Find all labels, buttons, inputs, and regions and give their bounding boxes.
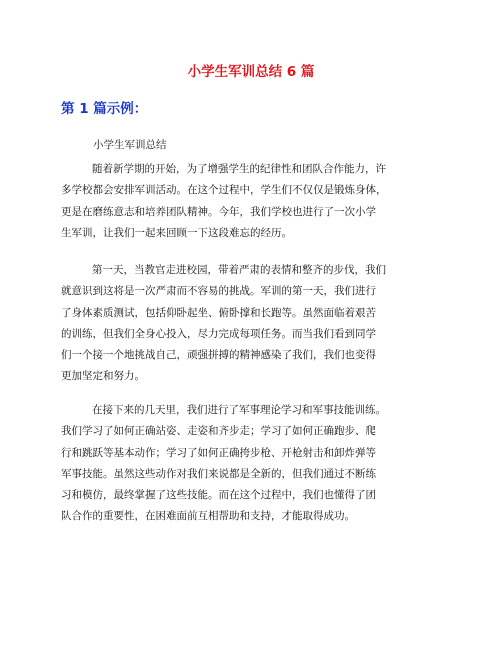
- paragraph-line: 了身体素质测试，包括仰卧起坐、俯卧撑和长跑等。虽然面临着艰苦: [61, 306, 376, 319]
- paragraph-line: 行和跳跃等基本动作；学习了如何正确挎步枪、开枪射击和卸炸弹等: [61, 446, 376, 459]
- paragraph-2: [61, 260, 445, 388]
- document-title: 小学生军训总结 6 篇: [187, 64, 315, 80]
- paragraph-line: 的训练，但我们全身心投入，尽力完成每项任务。而当我们看到同学: [61, 327, 376, 340]
- section-heading: 第 1 篇示例：: [61, 101, 148, 117]
- paragraph-line: 在接下来的几天里，我们进行了军事理论学习和军事技能训练。: [92, 404, 386, 416]
- paragraph-1: [61, 159, 445, 244]
- paragraph-line: 就意识到这将是一次严肃而不容易的挑战。军训的第一天，我们进行: [61, 285, 376, 298]
- paragraph-line: 习和模仿，最终掌握了这些技能。而在这个过程中，我们也懂得了团: [61, 489, 376, 502]
- paragraph-line: 军事技能。虽然这些动作对我们来说都是全新的，但我们通过不断练: [61, 467, 376, 480]
- article-subtitle: 小学生军训总结: [93, 139, 167, 151]
- paragraph-line: 队合作的重要性，在困难面前互相帮助和支持，才能取得成功。: [61, 510, 355, 523]
- paragraph-line: 生军训，让我们一起来回顾一下这段难忘的经历。: [61, 226, 292, 239]
- paragraph-line: 们一个接一个地挑战自己，顽强拼搏的精神感染了我们，我们也变得: [61, 349, 376, 362]
- paragraph-line: 多学校都会安排军训活动。在这个过程中，学生们不仅仅是锻炼身体，: [61, 184, 387, 197]
- paragraph-line: 更加坚定和努力。: [61, 370, 145, 383]
- paragraph-line: 随着新学期的开始，为了增强学生的纪律性和团队合作能力，许: [92, 163, 386, 175]
- paragraph-3: [61, 400, 445, 528]
- paragraph-line: 第一天，当教官走进校园，带着严肃的表情和整齐的步伐，我们: [92, 264, 386, 276]
- paragraph-line: 更是在磨练意志和培养团队精神。今年，我们学校也进行了一次小学: [61, 205, 376, 218]
- paragraph-line: 我们学习了如何正确站姿、走姿和齐步走；学习了如何正确跑步、爬: [61, 425, 376, 438]
